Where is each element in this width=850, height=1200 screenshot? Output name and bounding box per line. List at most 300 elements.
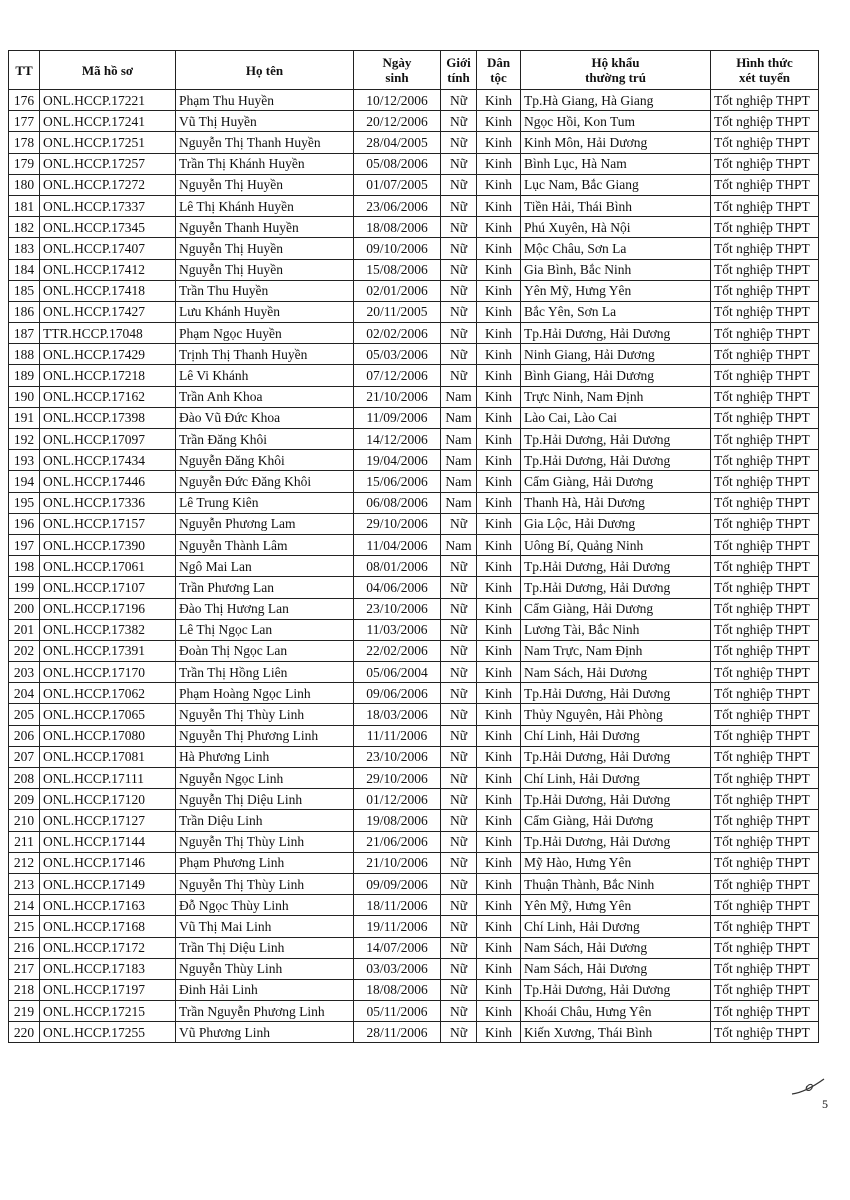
cell-dob: 11/11/2006 bbox=[354, 725, 441, 746]
cell-ethnicity: Kinh bbox=[477, 683, 521, 704]
cell-code: ONL.HCCP.17120 bbox=[40, 789, 176, 810]
cell-form: Tốt nghiệp THPT bbox=[711, 895, 819, 916]
cell-form: Tốt nghiệp THPT bbox=[711, 789, 819, 810]
cell-address: Thủy Nguyên, Hải Phòng bbox=[521, 704, 711, 725]
cell-code: ONL.HCCP.17146 bbox=[40, 852, 176, 873]
cell-name: Đào Vũ Đức Khoa bbox=[176, 407, 354, 428]
table-row bbox=[9, 937, 819, 958]
cell-name: Nguyễn Thị Diệu Linh bbox=[176, 789, 354, 810]
cell-name: Hà Phương Linh bbox=[176, 746, 354, 767]
cell-code: ONL.HCCP.17345 bbox=[40, 217, 176, 238]
cell-dob: 23/06/2006 bbox=[354, 195, 441, 216]
cell-tt: 219 bbox=[9, 1001, 40, 1022]
cell-tt: 196 bbox=[9, 513, 40, 534]
table-row bbox=[9, 683, 819, 704]
cell-name: Trần Phương Lan bbox=[176, 577, 354, 598]
table-row bbox=[9, 259, 819, 280]
cell-tt: 182 bbox=[9, 217, 40, 238]
cell-address: Tp.Hải Dương, Hải Dương bbox=[521, 556, 711, 577]
table-row bbox=[9, 556, 819, 577]
cell-form: Tốt nghiệp THPT bbox=[711, 344, 819, 365]
cell-tt: 209 bbox=[9, 789, 40, 810]
header-name: Họ tên bbox=[176, 51, 354, 90]
cell-dob: 04/06/2006 bbox=[354, 577, 441, 598]
cell-ethnicity: Kinh bbox=[477, 1022, 521, 1043]
cell-sex: Nữ bbox=[441, 958, 477, 979]
cell-code: ONL.HCCP.17196 bbox=[40, 598, 176, 619]
table-row bbox=[9, 958, 819, 979]
cell-address: Bắc Yên, Sơn La bbox=[521, 301, 711, 322]
cell-form: Tốt nghiệp THPT bbox=[711, 746, 819, 767]
table-row bbox=[9, 174, 819, 195]
table-row bbox=[9, 810, 819, 831]
table-row bbox=[9, 1022, 819, 1043]
cell-sex: Nữ bbox=[441, 174, 477, 195]
cell-code: ONL.HCCP.17412 bbox=[40, 259, 176, 280]
cell-form: Tốt nghiệp THPT bbox=[711, 1001, 819, 1022]
cell-tt: 189 bbox=[9, 365, 40, 386]
cell-name: Lê Trung Kiên bbox=[176, 492, 354, 513]
cell-address: Tp.Hải Dương, Hải Dương bbox=[521, 429, 711, 450]
cell-dob: 29/10/2006 bbox=[354, 768, 441, 789]
cell-ethnicity: Kinh bbox=[477, 640, 521, 661]
cell-sex: Nữ bbox=[441, 979, 477, 1000]
cell-name: Đào Thị Hương Lan bbox=[176, 598, 354, 619]
cell-tt: 177 bbox=[9, 111, 40, 132]
cell-sex: Nữ bbox=[441, 153, 477, 174]
table-row bbox=[9, 111, 819, 132]
cell-name: Vũ Thị Huyền bbox=[176, 111, 354, 132]
initials-mark-icon bbox=[790, 1075, 830, 1097]
cell-sex: Nữ bbox=[441, 683, 477, 704]
cell-name: Nguyễn Thị Huyền bbox=[176, 174, 354, 195]
cell-code: ONL.HCCP.17255 bbox=[40, 1022, 176, 1043]
cell-address: Lương Tài, Bắc Ninh bbox=[521, 619, 711, 640]
cell-dob: 05/03/2006 bbox=[354, 344, 441, 365]
cell-ethnicity: Kinh bbox=[477, 789, 521, 810]
cell-dob: 19/11/2006 bbox=[354, 916, 441, 937]
cell-code: ONL.HCCP.17382 bbox=[40, 619, 176, 640]
cell-dob: 05/08/2006 bbox=[354, 153, 441, 174]
cell-dob: 11/04/2006 bbox=[354, 534, 441, 555]
cell-dob: 14/12/2006 bbox=[354, 429, 441, 450]
cell-form: Tốt nghiệp THPT bbox=[711, 217, 819, 238]
cell-tt: 213 bbox=[9, 873, 40, 894]
cell-ethnicity: Kinh bbox=[477, 259, 521, 280]
cell-sex: Nữ bbox=[441, 831, 477, 852]
cell-form: Tốt nghiệp THPT bbox=[711, 916, 819, 937]
cell-form: Tốt nghiệp THPT bbox=[711, 556, 819, 577]
cell-dob: 19/04/2006 bbox=[354, 450, 441, 471]
table-row bbox=[9, 725, 819, 746]
cell-tt: 192 bbox=[9, 429, 40, 450]
cell-name: Lê Vi Khánh bbox=[176, 365, 354, 386]
cell-ethnicity: Kinh bbox=[477, 492, 521, 513]
cell-sex: Nữ bbox=[441, 873, 477, 894]
cell-tt: 198 bbox=[9, 556, 40, 577]
cell-ethnicity: Kinh bbox=[477, 725, 521, 746]
table-row bbox=[9, 217, 819, 238]
cell-address: Tp.Hải Dương, Hải Dương bbox=[521, 577, 711, 598]
cell-form: Tốt nghiệp THPT bbox=[711, 831, 819, 852]
cell-ethnicity: Kinh bbox=[477, 873, 521, 894]
cell-ethnicity: Kinh bbox=[477, 365, 521, 386]
cell-dob: 18/08/2006 bbox=[354, 979, 441, 1000]
cell-name: Đinh Hải Linh bbox=[176, 979, 354, 1000]
table-row bbox=[9, 301, 819, 322]
cell-tt: 216 bbox=[9, 937, 40, 958]
table-row bbox=[9, 789, 819, 810]
cell-dob: 28/04/2005 bbox=[354, 132, 441, 153]
cell-code: ONL.HCCP.17337 bbox=[40, 195, 176, 216]
cell-code: ONL.HCCP.17168 bbox=[40, 916, 176, 937]
cell-name: Nguyễn Thị Thùy Linh bbox=[176, 873, 354, 894]
cell-address: Ninh Giang, Hải Dương bbox=[521, 344, 711, 365]
cell-form: Tốt nghiệp THPT bbox=[711, 407, 819, 428]
cell-address: Tp.Hải Dương, Hải Dương bbox=[521, 746, 711, 767]
cell-dob: 21/06/2006 bbox=[354, 831, 441, 852]
cell-sex: Nữ bbox=[441, 217, 477, 238]
cell-code: ONL.HCCP.17163 bbox=[40, 895, 176, 916]
cell-code: ONL.HCCP.17336 bbox=[40, 492, 176, 513]
cell-ethnicity: Kinh bbox=[477, 407, 521, 428]
cell-tt: 214 bbox=[9, 895, 40, 916]
cell-code: ONL.HCCP.17241 bbox=[40, 111, 176, 132]
cell-tt: 208 bbox=[9, 768, 40, 789]
cell-form: Tốt nghiệp THPT bbox=[711, 937, 819, 958]
table-row bbox=[9, 450, 819, 471]
cell-address: Thuận Thành, Bắc Ninh bbox=[521, 873, 711, 894]
cell-form: Tốt nghiệp THPT bbox=[711, 958, 819, 979]
cell-ethnicity: Kinh bbox=[477, 895, 521, 916]
cell-form: Tốt nghiệp THPT bbox=[711, 471, 819, 492]
cell-sex: Nữ bbox=[441, 789, 477, 810]
header-sex: Giới tính bbox=[441, 51, 477, 90]
cell-code: ONL.HCCP.17062 bbox=[40, 683, 176, 704]
cell-code: ONL.HCCP.17221 bbox=[40, 90, 176, 111]
cell-sex: Nữ bbox=[441, 937, 477, 958]
cell-name: Trần Diệu Linh bbox=[176, 810, 354, 831]
cell-sex: Nữ bbox=[441, 556, 477, 577]
cell-name: Vũ Phương Linh bbox=[176, 1022, 354, 1043]
cell-dob: 06/08/2006 bbox=[354, 492, 441, 513]
cell-code: ONL.HCCP.17111 bbox=[40, 768, 176, 789]
table-row bbox=[9, 831, 819, 852]
cell-name: Nguyễn Thị Thùy Linh bbox=[176, 704, 354, 725]
cell-tt: 188 bbox=[9, 344, 40, 365]
cell-form: Tốt nghiệp THPT bbox=[711, 640, 819, 661]
cell-ethnicity: Kinh bbox=[477, 111, 521, 132]
cell-sex: Nữ bbox=[441, 195, 477, 216]
cell-tt: 200 bbox=[9, 598, 40, 619]
cell-code: ONL.HCCP.17107 bbox=[40, 577, 176, 598]
cell-sex: Nữ bbox=[441, 111, 477, 132]
cell-form: Tốt nghiệp THPT bbox=[711, 259, 819, 280]
cell-sex: Nữ bbox=[441, 259, 477, 280]
cell-tt: 195 bbox=[9, 492, 40, 513]
cell-name: Nguyễn Đăng Khôi bbox=[176, 450, 354, 471]
cell-form: Tốt nghiệp THPT bbox=[711, 768, 819, 789]
cell-ethnicity: Kinh bbox=[477, 1001, 521, 1022]
cell-name: Vũ Thị Mai Linh bbox=[176, 916, 354, 937]
cell-tt: 197 bbox=[9, 534, 40, 555]
cell-ethnicity: Kinh bbox=[477, 344, 521, 365]
cell-ethnicity: Kinh bbox=[477, 90, 521, 111]
cell-ethnicity: Kinh bbox=[477, 513, 521, 534]
cell-name: Lưu Khánh Huyền bbox=[176, 301, 354, 322]
cell-address: Chí Linh, Hải Dương bbox=[521, 916, 711, 937]
cell-dob: 05/06/2004 bbox=[354, 662, 441, 683]
cell-tt: 211 bbox=[9, 831, 40, 852]
cell-name: Nguyễn Thanh Huyền bbox=[176, 217, 354, 238]
cell-name: Trần Thị Khánh Huyền bbox=[176, 153, 354, 174]
cell-dob: 18/03/2006 bbox=[354, 704, 441, 725]
header-row bbox=[9, 51, 819, 90]
cell-code: ONL.HCCP.17065 bbox=[40, 704, 176, 725]
cell-tt: 206 bbox=[9, 725, 40, 746]
cell-ethnicity: Kinh bbox=[477, 195, 521, 216]
cell-name: Nguyễn Thành Lâm bbox=[176, 534, 354, 555]
cell-dob: 02/01/2006 bbox=[354, 280, 441, 301]
cell-code: ONL.HCCP.17127 bbox=[40, 810, 176, 831]
cell-code: ONL.HCCP.17149 bbox=[40, 873, 176, 894]
cell-address: Kiến Xương, Thái Bình bbox=[521, 1022, 711, 1043]
cell-sex: Nữ bbox=[441, 513, 477, 534]
cell-ethnicity: Kinh bbox=[477, 810, 521, 831]
cell-name: Trần Anh Khoa bbox=[176, 386, 354, 407]
table-row bbox=[9, 768, 819, 789]
cell-tt: 187 bbox=[9, 323, 40, 344]
cell-code: ONL.HCCP.17391 bbox=[40, 640, 176, 661]
table-row bbox=[9, 323, 819, 344]
cell-sex: Nữ bbox=[441, 725, 477, 746]
cell-sex: Nữ bbox=[441, 344, 477, 365]
header-ethnicity: Dân tộc bbox=[477, 51, 521, 90]
cell-tt: 191 bbox=[9, 407, 40, 428]
cell-name: Lê Thị Khánh Huyền bbox=[176, 195, 354, 216]
cell-sex: Nữ bbox=[441, 301, 477, 322]
cell-form: Tốt nghiệp THPT bbox=[711, 810, 819, 831]
cell-sex: Nam bbox=[441, 386, 477, 407]
cell-name: Phạm Thu Huyền bbox=[176, 90, 354, 111]
cell-address: Cẩm Giàng, Hải Dương bbox=[521, 810, 711, 831]
cell-tt: 212 bbox=[9, 852, 40, 873]
cell-tt: 220 bbox=[9, 1022, 40, 1043]
cell-sex: Nữ bbox=[441, 598, 477, 619]
cell-address: Lào Cai, Lào Cai bbox=[521, 407, 711, 428]
cell-ethnicity: Kinh bbox=[477, 217, 521, 238]
table-row bbox=[9, 873, 819, 894]
header-form: Hình thức xét tuyển bbox=[711, 51, 819, 90]
cell-dob: 18/11/2006 bbox=[354, 895, 441, 916]
cell-dob: 23/10/2006 bbox=[354, 746, 441, 767]
cell-name: Phạm Phương Linh bbox=[176, 852, 354, 873]
table-row bbox=[9, 132, 819, 153]
cell-code: ONL.HCCP.17407 bbox=[40, 238, 176, 259]
cell-dob: 20/11/2005 bbox=[354, 301, 441, 322]
header-dob: Ngày sinh bbox=[354, 51, 441, 90]
cell-dob: 14/07/2006 bbox=[354, 937, 441, 958]
cell-tt: 180 bbox=[9, 174, 40, 195]
cell-ethnicity: Kinh bbox=[477, 704, 521, 725]
cell-tt: 178 bbox=[9, 132, 40, 153]
cell-dob: 15/06/2006 bbox=[354, 471, 441, 492]
cell-dob: 08/01/2006 bbox=[354, 556, 441, 577]
cell-address: Trực Ninh, Nam Định bbox=[521, 386, 711, 407]
cell-address: Bình Lục, Hà Nam bbox=[521, 153, 711, 174]
cell-tt: 183 bbox=[9, 238, 40, 259]
cell-form: Tốt nghiệp THPT bbox=[711, 450, 819, 471]
cell-address: Gia Bình, Bắc Ninh bbox=[521, 259, 711, 280]
cell-form: Tốt nghiệp THPT bbox=[711, 301, 819, 322]
cell-form: Tốt nghiệp THPT bbox=[711, 619, 819, 640]
cell-address: Nam Trực, Nam Định bbox=[521, 640, 711, 661]
cell-tt: 194 bbox=[9, 471, 40, 492]
cell-code: TTR.HCCP.17048 bbox=[40, 323, 176, 344]
cell-address: Uông Bí, Quảng Ninh bbox=[521, 534, 711, 555]
cell-form: Tốt nghiệp THPT bbox=[711, 492, 819, 513]
cell-name: Trần Thu Huyền bbox=[176, 280, 354, 301]
cell-form: Tốt nghiệp THPT bbox=[711, 979, 819, 1000]
cell-address: Tp.Hải Dương, Hải Dương bbox=[521, 831, 711, 852]
cell-code: ONL.HCCP.17257 bbox=[40, 153, 176, 174]
cell-address: Gia Lộc, Hải Dương bbox=[521, 513, 711, 534]
cell-sex: Nữ bbox=[441, 90, 477, 111]
cell-tt: 186 bbox=[9, 301, 40, 322]
cell-address: Chí Linh, Hải Dương bbox=[521, 768, 711, 789]
table-row bbox=[9, 90, 819, 111]
table-row bbox=[9, 280, 819, 301]
table-row bbox=[9, 365, 819, 386]
cell-dob: 21/10/2006 bbox=[354, 852, 441, 873]
cell-sex: Nữ bbox=[441, 323, 477, 344]
cell-dob: 22/02/2006 bbox=[354, 640, 441, 661]
cell-sex: Nữ bbox=[441, 1022, 477, 1043]
cell-tt: 204 bbox=[9, 683, 40, 704]
cell-tt: 217 bbox=[9, 958, 40, 979]
table-row bbox=[9, 492, 819, 513]
cell-name: Trần Thị Diệu Linh bbox=[176, 937, 354, 958]
table-row bbox=[9, 895, 819, 916]
cell-ethnicity: Kinh bbox=[477, 153, 521, 174]
cell-address: Tp.Hà Giang, Hà Giang bbox=[521, 90, 711, 111]
cell-tt: 210 bbox=[9, 810, 40, 831]
cell-tt: 215 bbox=[9, 916, 40, 937]
cell-code: ONL.HCCP.17429 bbox=[40, 344, 176, 365]
table-row bbox=[9, 429, 819, 450]
cell-form: Tốt nghiệp THPT bbox=[711, 132, 819, 153]
cell-name: Nguyễn Ngọc Linh bbox=[176, 768, 354, 789]
header-tt: TT bbox=[9, 51, 40, 90]
cell-ethnicity: Kinh bbox=[477, 746, 521, 767]
cell-tt: 176 bbox=[9, 90, 40, 111]
cell-ethnicity: Kinh bbox=[477, 958, 521, 979]
cell-code: ONL.HCCP.17172 bbox=[40, 937, 176, 958]
cell-ethnicity: Kinh bbox=[477, 238, 521, 259]
cell-address: Tp.Hải Dương, Hải Dương bbox=[521, 450, 711, 471]
cell-ethnicity: Kinh bbox=[477, 831, 521, 852]
cell-code: ONL.HCCP.17434 bbox=[40, 450, 176, 471]
cell-sex: Nữ bbox=[441, 768, 477, 789]
cell-dob: 07/12/2006 bbox=[354, 365, 441, 386]
cell-dob: 09/06/2006 bbox=[354, 683, 441, 704]
cell-form: Tốt nghiệp THPT bbox=[711, 873, 819, 894]
cell-dob: 01/07/2005 bbox=[354, 174, 441, 195]
cell-dob: 28/11/2006 bbox=[354, 1022, 441, 1043]
cell-name: Nguyễn Thị Huyền bbox=[176, 238, 354, 259]
cell-code: ONL.HCCP.17215 bbox=[40, 1001, 176, 1022]
cell-form: Tốt nghiệp THPT bbox=[711, 323, 819, 344]
cell-code: ONL.HCCP.17272 bbox=[40, 174, 176, 195]
cell-name: Nguyễn Thị Phương Linh bbox=[176, 725, 354, 746]
cell-dob: 19/08/2006 bbox=[354, 810, 441, 831]
cell-address: Chí Linh, Hải Dương bbox=[521, 725, 711, 746]
cell-sex: Nữ bbox=[441, 132, 477, 153]
cell-form: Tốt nghiệp THPT bbox=[711, 90, 819, 111]
cell-form: Tốt nghiệp THPT bbox=[711, 577, 819, 598]
table-row bbox=[9, 344, 819, 365]
cell-ethnicity: Kinh bbox=[477, 450, 521, 471]
cell-address: Tp.Hải Dương, Hải Dương bbox=[521, 683, 711, 704]
cell-name: Nguyễn Phương Lam bbox=[176, 513, 354, 534]
cell-form: Tốt nghiệp THPT bbox=[711, 662, 819, 683]
cell-form: Tốt nghiệp THPT bbox=[711, 598, 819, 619]
cell-tt: 190 bbox=[9, 386, 40, 407]
cell-ethnicity: Kinh bbox=[477, 534, 521, 555]
cell-address: Thanh Hà, Hải Dương bbox=[521, 492, 711, 513]
cell-form: Tốt nghiệp THPT bbox=[711, 174, 819, 195]
page-number: 5 bbox=[822, 1097, 828, 1111]
table-row bbox=[9, 916, 819, 937]
cell-dob: 01/12/2006 bbox=[354, 789, 441, 810]
table-row bbox=[9, 979, 819, 1000]
cell-sex: Nữ bbox=[441, 640, 477, 661]
cell-code: ONL.HCCP.17170 bbox=[40, 662, 176, 683]
cell-address: Ngọc Hồi, Kon Tum bbox=[521, 111, 711, 132]
cell-name: Lê Thị Ngọc Lan bbox=[176, 619, 354, 640]
cell-tt: 185 bbox=[9, 280, 40, 301]
cell-address: Phú Xuyên, Hà Nội bbox=[521, 217, 711, 238]
cell-sex: Nữ bbox=[441, 895, 477, 916]
table-row bbox=[9, 471, 819, 492]
cell-sex: Nam bbox=[441, 407, 477, 428]
cell-sex: Nam bbox=[441, 492, 477, 513]
cell-name: Đỗ Ngọc Thùy Linh bbox=[176, 895, 354, 916]
cell-address: Nam Sách, Hải Dương bbox=[521, 937, 711, 958]
cell-sex: Nữ bbox=[441, 746, 477, 767]
cell-form: Tốt nghiệp THPT bbox=[711, 429, 819, 450]
cell-address: Tp.Hải Dương, Hải Dương bbox=[521, 789, 711, 810]
cell-dob: 29/10/2006 bbox=[354, 513, 441, 534]
cell-code: ONL.HCCP.17390 bbox=[40, 534, 176, 555]
cell-address: Cẩm Giàng, Hải Dương bbox=[521, 598, 711, 619]
candidate-table bbox=[8, 50, 819, 1043]
cell-ethnicity: Kinh bbox=[477, 852, 521, 873]
cell-ethnicity: Kinh bbox=[477, 619, 521, 640]
cell-address: Nam Sách, Hải Dương bbox=[521, 662, 711, 683]
cell-form: Tốt nghiệp THPT bbox=[711, 704, 819, 725]
cell-ethnicity: Kinh bbox=[477, 577, 521, 598]
cell-ethnicity: Kinh bbox=[477, 937, 521, 958]
table-row bbox=[9, 598, 819, 619]
cell-ethnicity: Kinh bbox=[477, 598, 521, 619]
cell-code: ONL.HCCP.17081 bbox=[40, 746, 176, 767]
cell-dob: 05/11/2006 bbox=[354, 1001, 441, 1022]
cell-sex: Nam bbox=[441, 471, 477, 492]
cell-sex: Nữ bbox=[441, 619, 477, 640]
cell-name: Đoàn Thị Ngọc Lan bbox=[176, 640, 354, 661]
cell-address: Nam Sách, Hải Dương bbox=[521, 958, 711, 979]
